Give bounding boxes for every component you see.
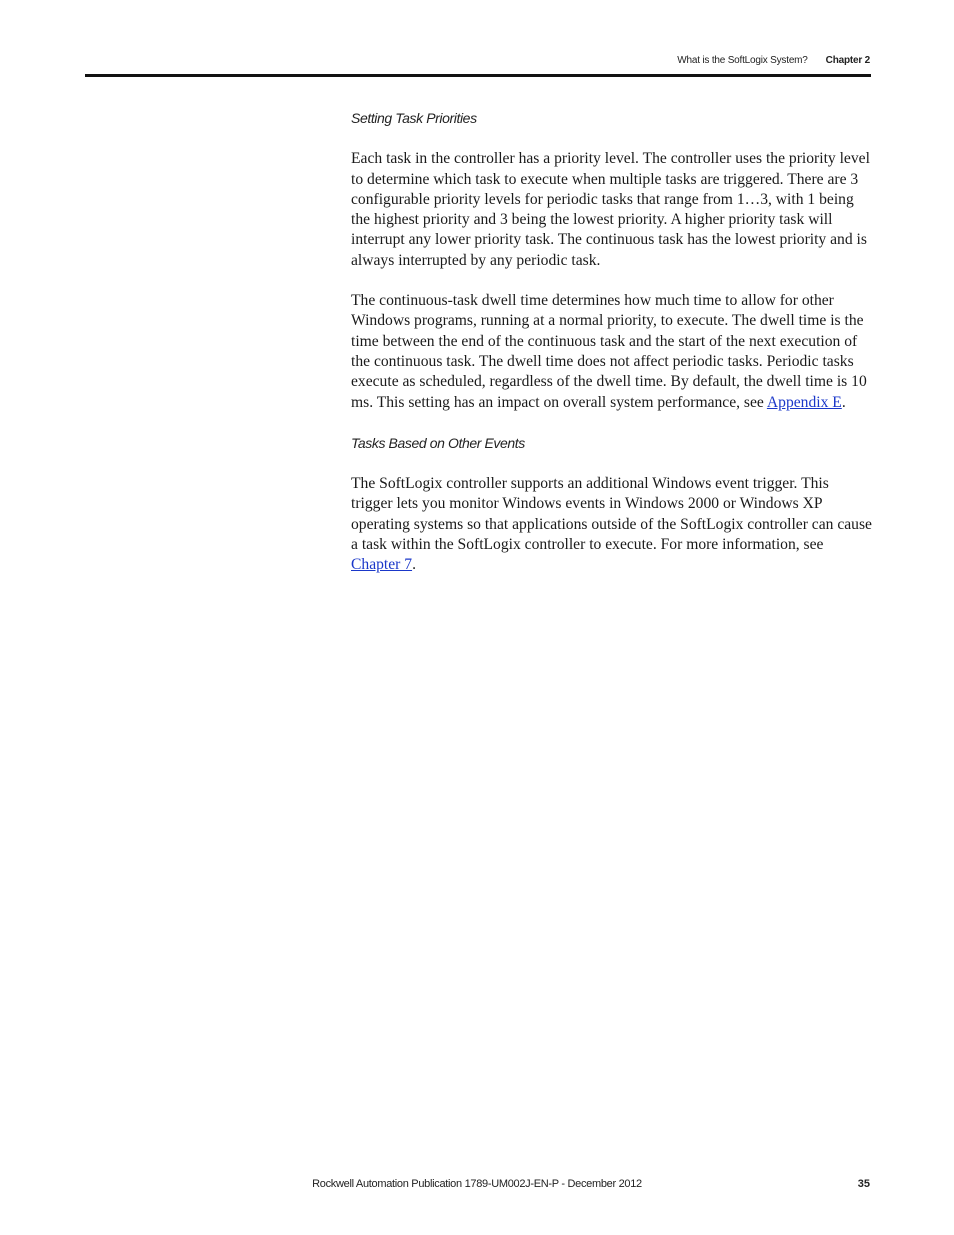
footer-publication-text: Rockwell Automation Publication 1789-UM002J-EN-P - December 2012 xyxy=(312,1178,642,1190)
header-chapter-label: Chapter 2 xyxy=(825,55,870,66)
header-section-title: What is the SoftLogix System? xyxy=(677,55,808,66)
chapter-7-link[interactable]: Chapter 7 xyxy=(351,556,413,574)
page-number: 35 xyxy=(857,1178,870,1190)
dwell-time-end: . xyxy=(841,393,846,411)
event-trigger-end: . xyxy=(412,556,416,574)
event-trigger-text: The SoftLogix controller supports an additional Windows event trigger. This trigger lets you monitor Windows events in Windows 2000 or Windows XP operating systems so that applications outside of the SoftLogix controller can cause a task within the SoftLogix controller to execute. For more information, see xyxy=(351,475,872,554)
dwell-time-text: The continuous-task dwell time determines how much time to allow for other Windows programs, running at a normal priority, to execute. The dwell time is the time between the end of the continuous task and the start of the next execution of the continuous task. The dwell time does not affect periodic tasks. Periodic tasks execute as scheduled, regardless of the dwell time. By default, the dwell time is 10 ms. This setting has an impact on overall system performance, see xyxy=(351,292,867,411)
running-header xyxy=(677,55,870,66)
heading-tasks-other-events: Tasks Based on Other Events xyxy=(351,434,525,451)
page-body xyxy=(351,108,873,596)
paragraph-windows-event-trigger xyxy=(351,474,873,575)
footer-publication xyxy=(0,1178,954,1190)
paragraph-priority-levels: Each task in the controller has a priority level. The controller uses the priority level to determine which task to execute when multiple tasks are triggered. There are 3 configurable priority levels for periodic tasks that range from 1…3, with 1 being the highest priority and 3 being the lowest priority. A higher priority task will interrupt any lower priority task. The continuous task has the lowest priority and is always interrupted by any periodic task. xyxy=(351,150,870,269)
header-divider xyxy=(85,74,871,77)
appendix-e-link[interactable]: Appendix E xyxy=(766,393,842,411)
paragraph-dwell-time xyxy=(351,291,873,413)
heading-setting-task-priorities: Setting Task Priorities xyxy=(351,110,477,126)
